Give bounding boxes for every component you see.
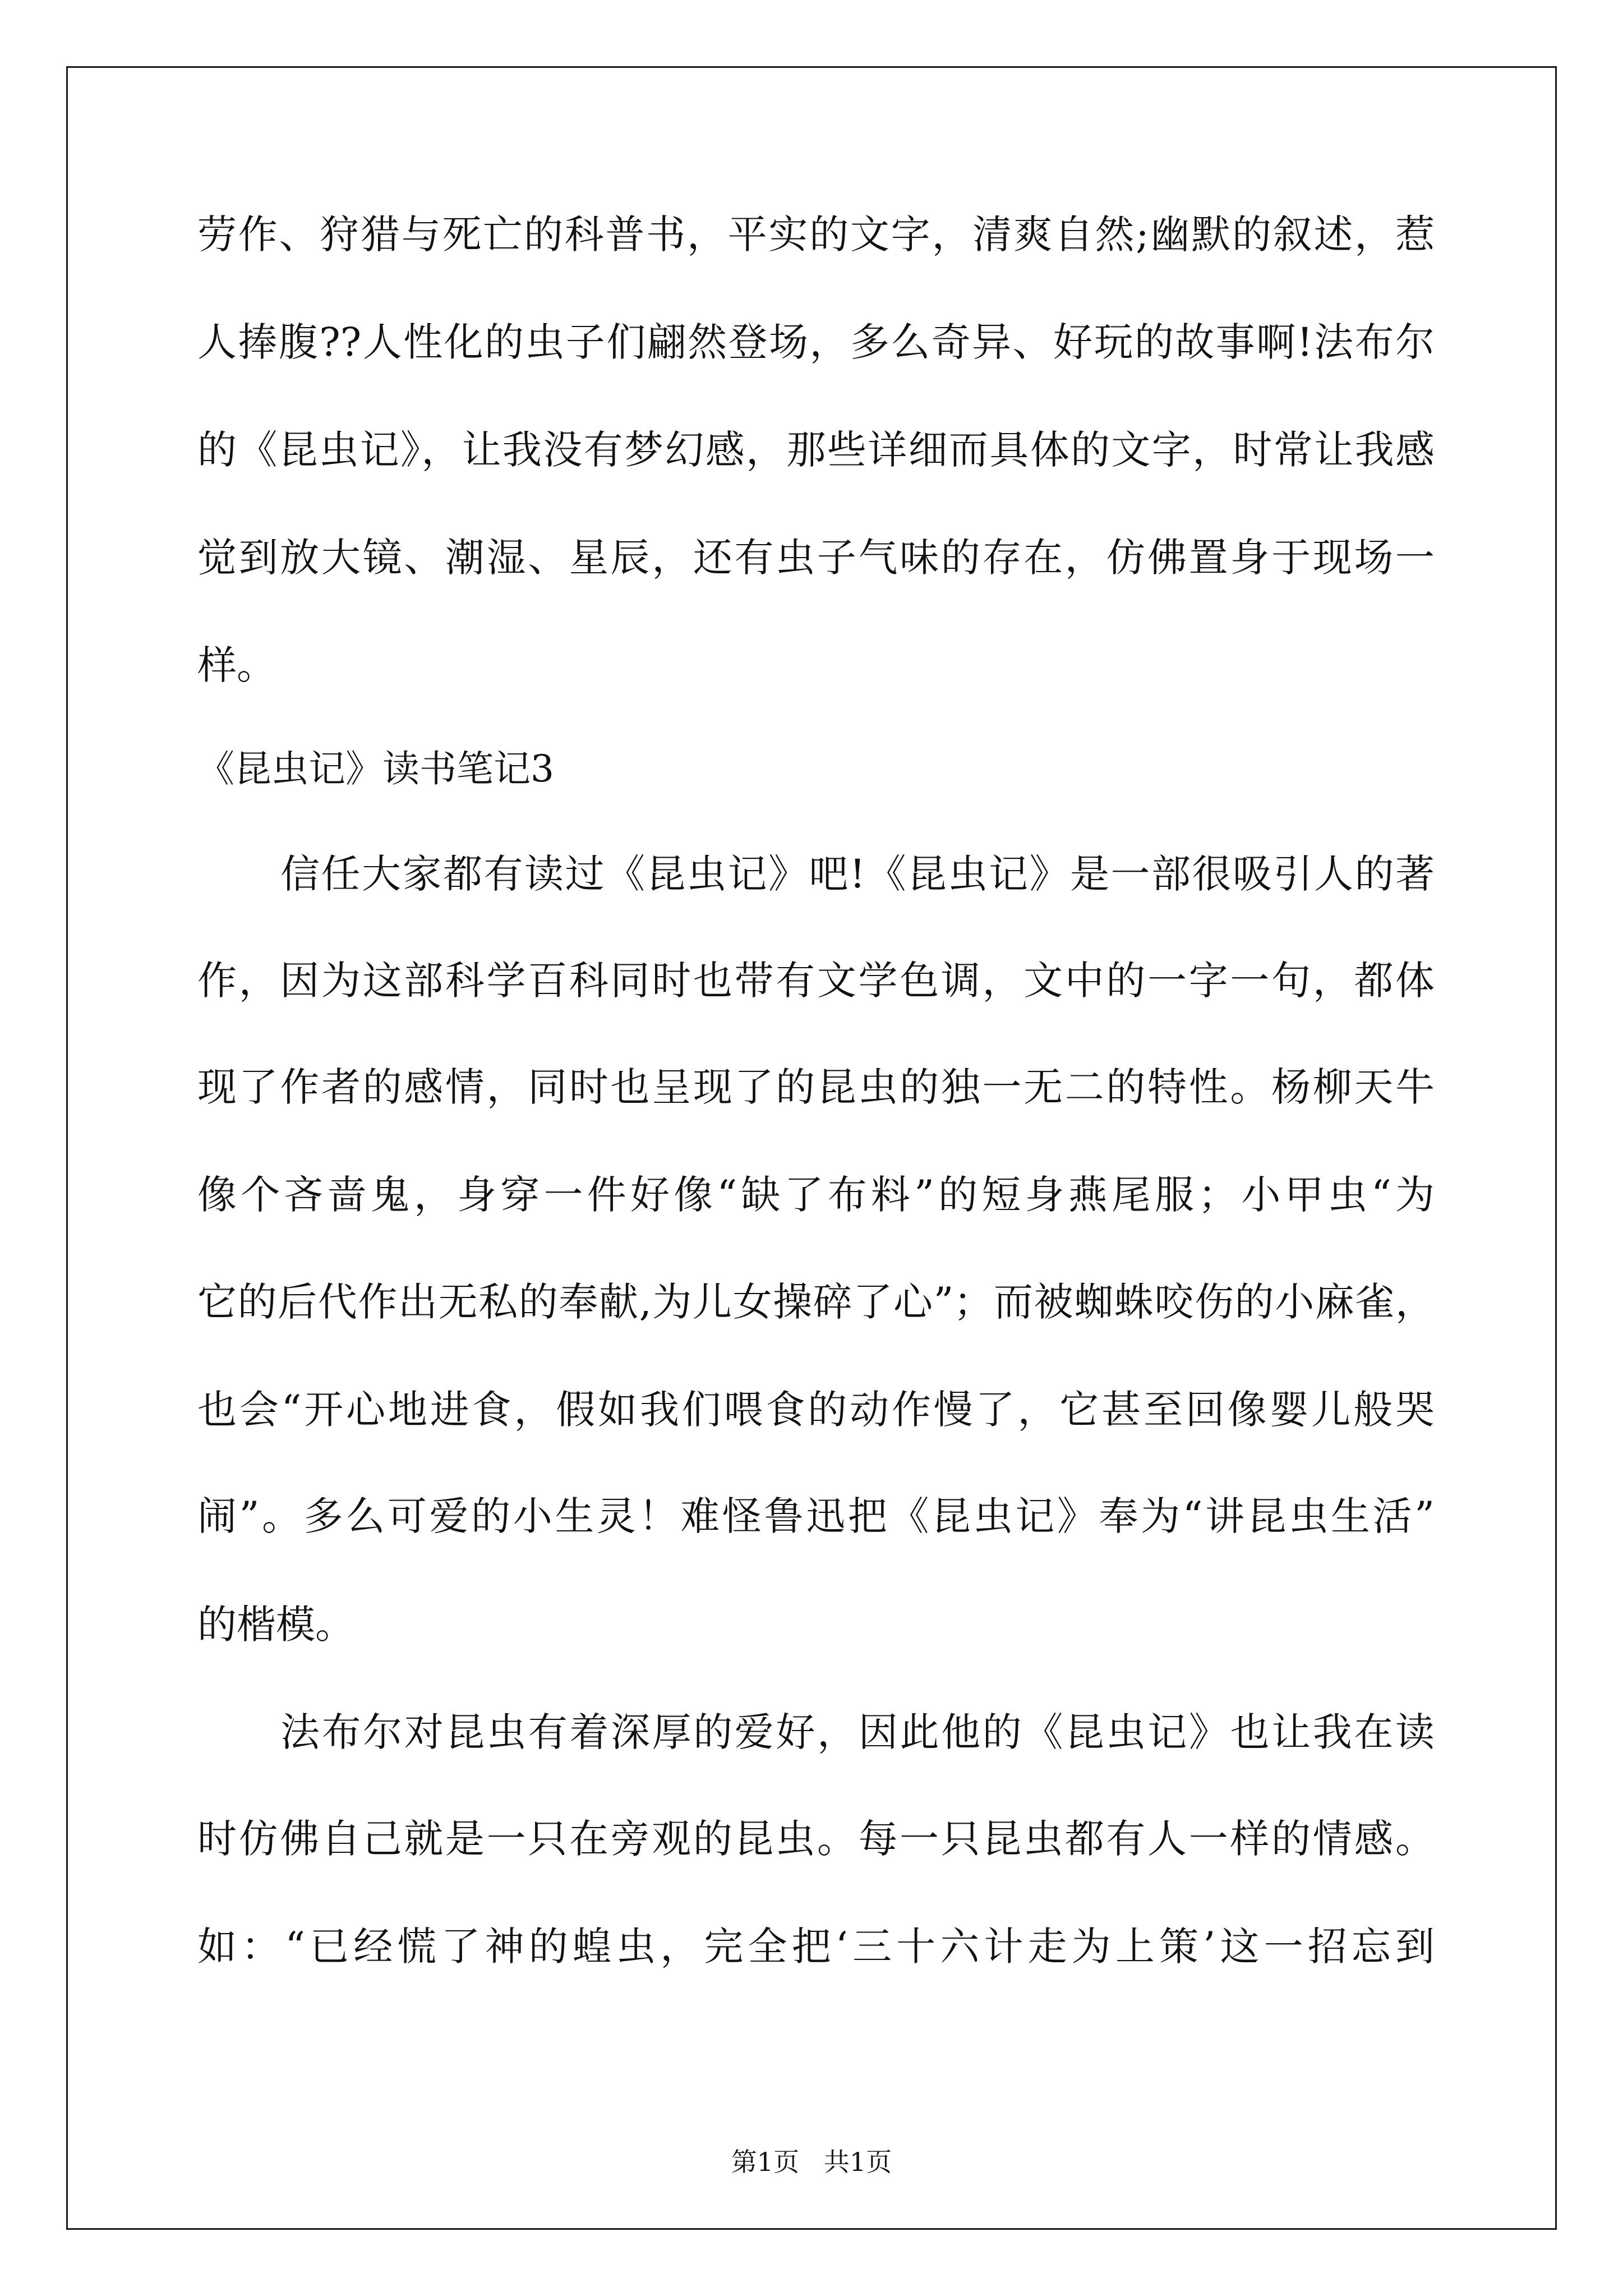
page-footer: 第1页 共1页 (731, 2147, 892, 2177)
paragraph-1-line-4: 觉到放大镜、潮湿、星辰，还有虫子气味的存在，仿佛置身于现场一 (197, 535, 1435, 581)
paragraph-1-line-1: 劳作、狩猎与死亡的科普书，平实的文字，清爽自然;幽默的叙述，惹 (197, 211, 1435, 257)
section-heading: 《昆虫记》读书笔记3 (197, 747, 554, 790)
paragraph-2-line-7: 闹”。多么可爱的小生灵！难怪鲁迅把《昆虫记》奉为“讲昆虫生活” (197, 1493, 1435, 1539)
paragraph-2-line-2: 作，因为这部科学百科同时也带有文学色调，文中的一字一句，都体 (197, 958, 1435, 1004)
paragraph-1-line-3: 的《昆虫记》，让我没有梦幻感，那些详细而具体的文字，时常让我感 (197, 427, 1435, 473)
paragraph-2-line-5: 它的后代作出无私的奉献,为儿女操碎了心”；而被蜘蛛咬伤的小麻雀， (197, 1279, 1435, 1325)
paragraph-2-line-1: 信任大家都有读过《昆虫记》吧!《昆虫记》是一部很吸引人的著 (280, 851, 1435, 897)
paragraph-3-line-2: 时仿佛自己就是一只在旁观的昆虫。每一只昆虫都有人一样的情感。 (197, 1816, 1435, 1862)
paragraph-1-line-2: 人捧腹??人性化的虫子们翩然登场，多么奇异、好玩的故事啊!法布尔 (197, 319, 1435, 365)
paragraph-3-line-1: 法布尔对昆虫有着深厚的爱好，因此他的《昆虫记》也让我在读 (280, 1709, 1435, 1755)
paragraph-2-line-6: 也会“开心地进食，假如我们喂食的动作慢了，它甚至回像婴儿般哭 (197, 1387, 1435, 1433)
paragraph-1-line-5: 样。 (197, 642, 276, 688)
paragraph-3-line-3: 如：“已经慌了神的蝗虫，完全把‘三十六计走为上策’这一招忘到 (197, 1924, 1435, 1970)
paragraph-2-line-3: 现了作者的感情，同时也呈现了的昆虫的独一无二的特性。杨柳天牛 (197, 1064, 1435, 1110)
page-border (66, 66, 1557, 2230)
paragraph-2-line-4: 像个吝啬鬼，身穿一件好像“缺了布料”的短身燕尾服；小甲虫“为 (197, 1172, 1435, 1218)
paragraph-2-line-8: 的楷模。 (197, 1602, 354, 1648)
